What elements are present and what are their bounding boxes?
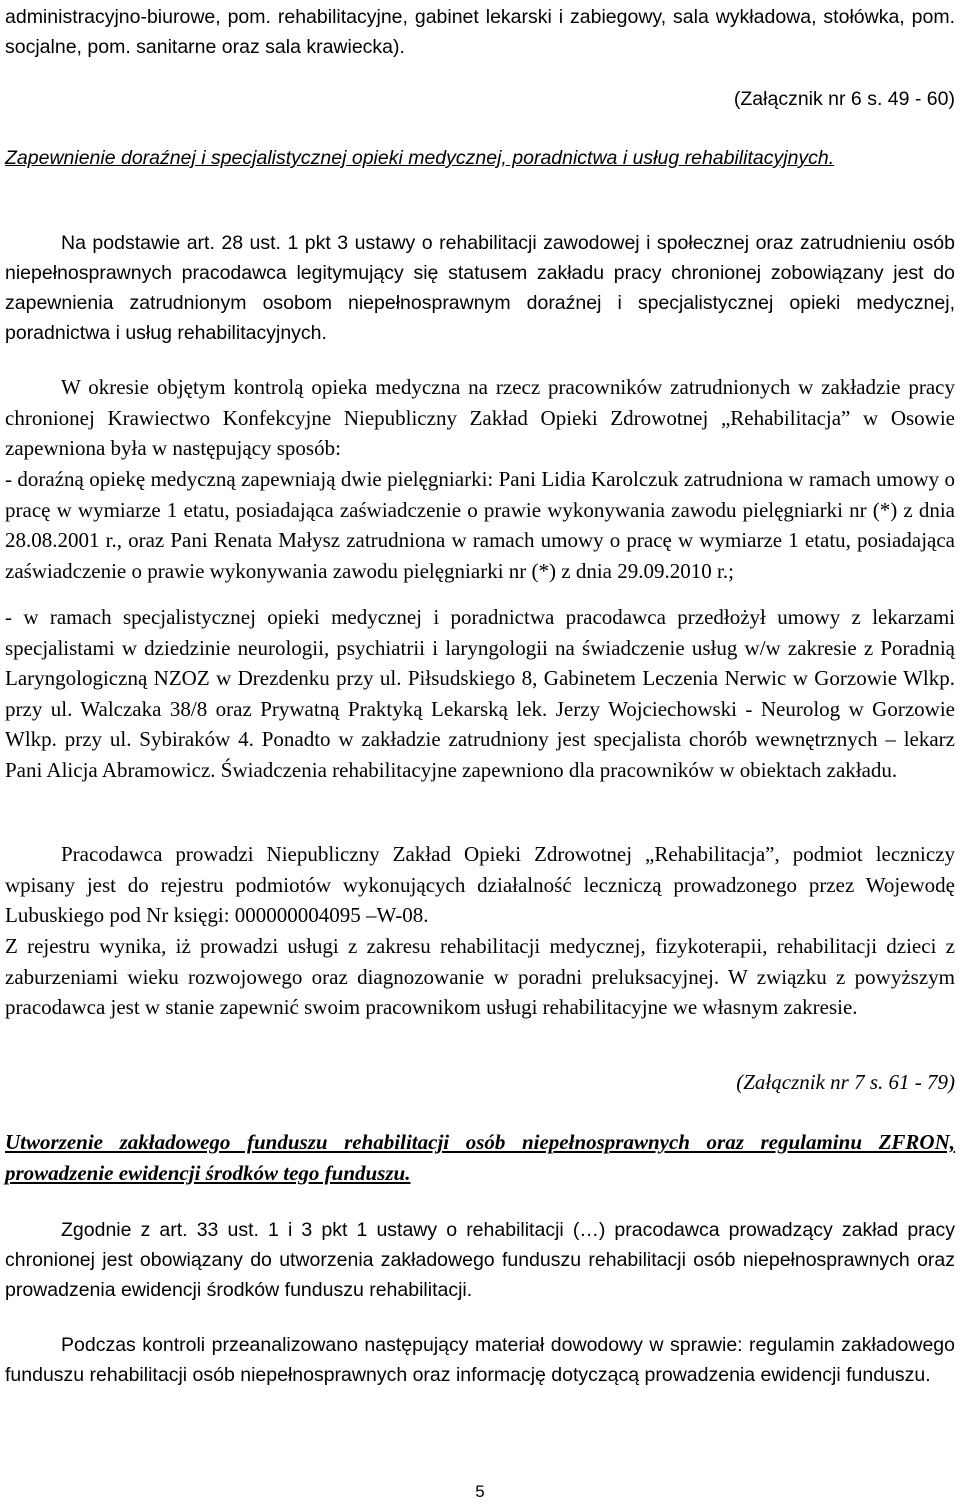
attachment-reference-1: (Załącznik nr 6 s. 49 - 60) [733,88,955,110]
page-number: 5 [475,1482,485,1501]
paragraph-nurses: - doraźną opiekę medyczną zapewniają dwie pielęgniarki: Pani Lidia Karolczuk zatrudniona w ramach umowy o pracę w wymiarze 1 etatu, posiadająca zaświadczenie o prawie wykonywania zawodu pielęgniarki nr (*) z dnia 28.08.2001 r., oraz Pani Renata Małysz zatrudniona w ramach umowy o pracę w wymiarze 1 etatu, posiadająca zaświadczenie o prawie wykonywania zawodu pielęgniarki nr (*) z dnia 29.09.2010 r.; [5,467,955,583]
paragraph-inspection-materials: Podczas kontroli przeanalizowano następujący materiał dowodowy w sprawie: regulamin zakładowego funduszu rehabilitacji osób niepełnosprawnych oraz informację dotyczącą prowadzenia ewidencji funduszu. [5,1334,955,1386]
intro-paragraph: administracyjno-biurowe, pom. rehabilitacyjne, gabinet lekarski i zabiegowy, sala wykładowa, stołówka, pom. socjalne, pom. sanitarne oraz sala krawiecka). [5,6,955,58]
paragraph-employer-facility: Pracodawca prowadzi Niepubliczny Zakład Opieki Zdrowotnej „Rehabilitacja”, podmiot leczniczy wpisany jest do rejestru podmiotów wykonujących działalność leczniczą prowadzonego przez Wojewodę Lubuskiego pod Nr księgi: 000000004095 –W-08. [5,842,955,928]
attachment-reference-2: (Załącznik nr 7 s. 61 - 79) [736,1070,955,1094]
paragraph-fund-legal-basis: Zgodnie z art. 33 ust. 1 i 3 pkt 1 ustawy o rehabilitacji (…) pracodawca prowadzący zakład pracy chronionej jest obowiązany do utworzenia zakładowego funduszu rehabilitacji osób niepełnosprawnych oraz prowadzenia ewidencji środków funduszu rehabilitacji. [5,1219,955,1301]
section-heading-medical-care: Zapewnienie doraźnej i specjalistycznej opieki medycznej, poradnictwa i usług rehabilitacyjnych. [5,147,835,169]
paragraph-legal-basis: Na podstawie art. 28 ust. 1 pkt 3 ustawy o rehabilitacji zawodowej i społecznej oraz zatrudnieniu osób niepełnosprawnych pracodawca legitymujący się statusem zakładu pracy chronionej zobowiązany jest do zapewnienia zatrudnionym osobom niepełnosprawnym doraźnej i specjalistycznej opieki medycznej, poradnictwa i usług rehabilitacyjnych. [5,232,955,344]
paragraph-specialists: - w ramach specjalistycznej opieki medycznej i poradnictwa pracodawca przedłożył umowy z lekarzami specjalistami w dziedzinie neurologii, psychiatrii i laryngologii na świadczenie usług w/w zakresie z Poradnią Laryngologiczną NZOZ w Drezdenku przy ul. Piłsudskiego 8, Gabinetem Leczenia Nerwic w Gorzowie Wlkp. przy ul. Walczaka 38/8 oraz Prywatną Praktyką Lekarską lek. Jerzy Wojciechowski - Neurolog w Gorzowie Wlkp. przy ul. Sybiraków 4. Ponadto w zakładzie zatrudniony jest specjalista chorób wewnętrznych – lekarz Pani Alicja Abramowicz. Świadczenia rehabilitacyjne zapewniono dla pracowników w obiektach zakładu. [5,605,955,782]
section-heading-fund: Utworzenie zakładowego funduszu rehabilitacji osób niepełnosprawnych oraz regulaminu ZFRON, prowadzenie ewidencji środków tego funduszu. [5,1130,955,1185]
paragraph-register: Z rejestru wynika, iż prowadzi usługi z zakresu rehabilitacji medycznej, fizykoterapii, rehabilitacji dzieci z zaburzeniami wieku rozwojowego oraz diagnozowanie w poradni preluksacyjnej. W związku z powyższym pracodawca jest w stanie zapewnić swoim pracownikom usługi rehabilitacyjne we własnym zakresie. [5,934,955,1020]
paragraph-inspection-period: W okresie objętym kontrolą opieka medyczna na rzecz pracowników zatrudnionych w zakładzie pracy chronionej Krawiectwo Konfekcyjne Niepubliczny Zakład Opieki Zdrowotnej „Rehabilitacja” w Osowie zapewniona była w następujący sposób: [5,375,955,461]
